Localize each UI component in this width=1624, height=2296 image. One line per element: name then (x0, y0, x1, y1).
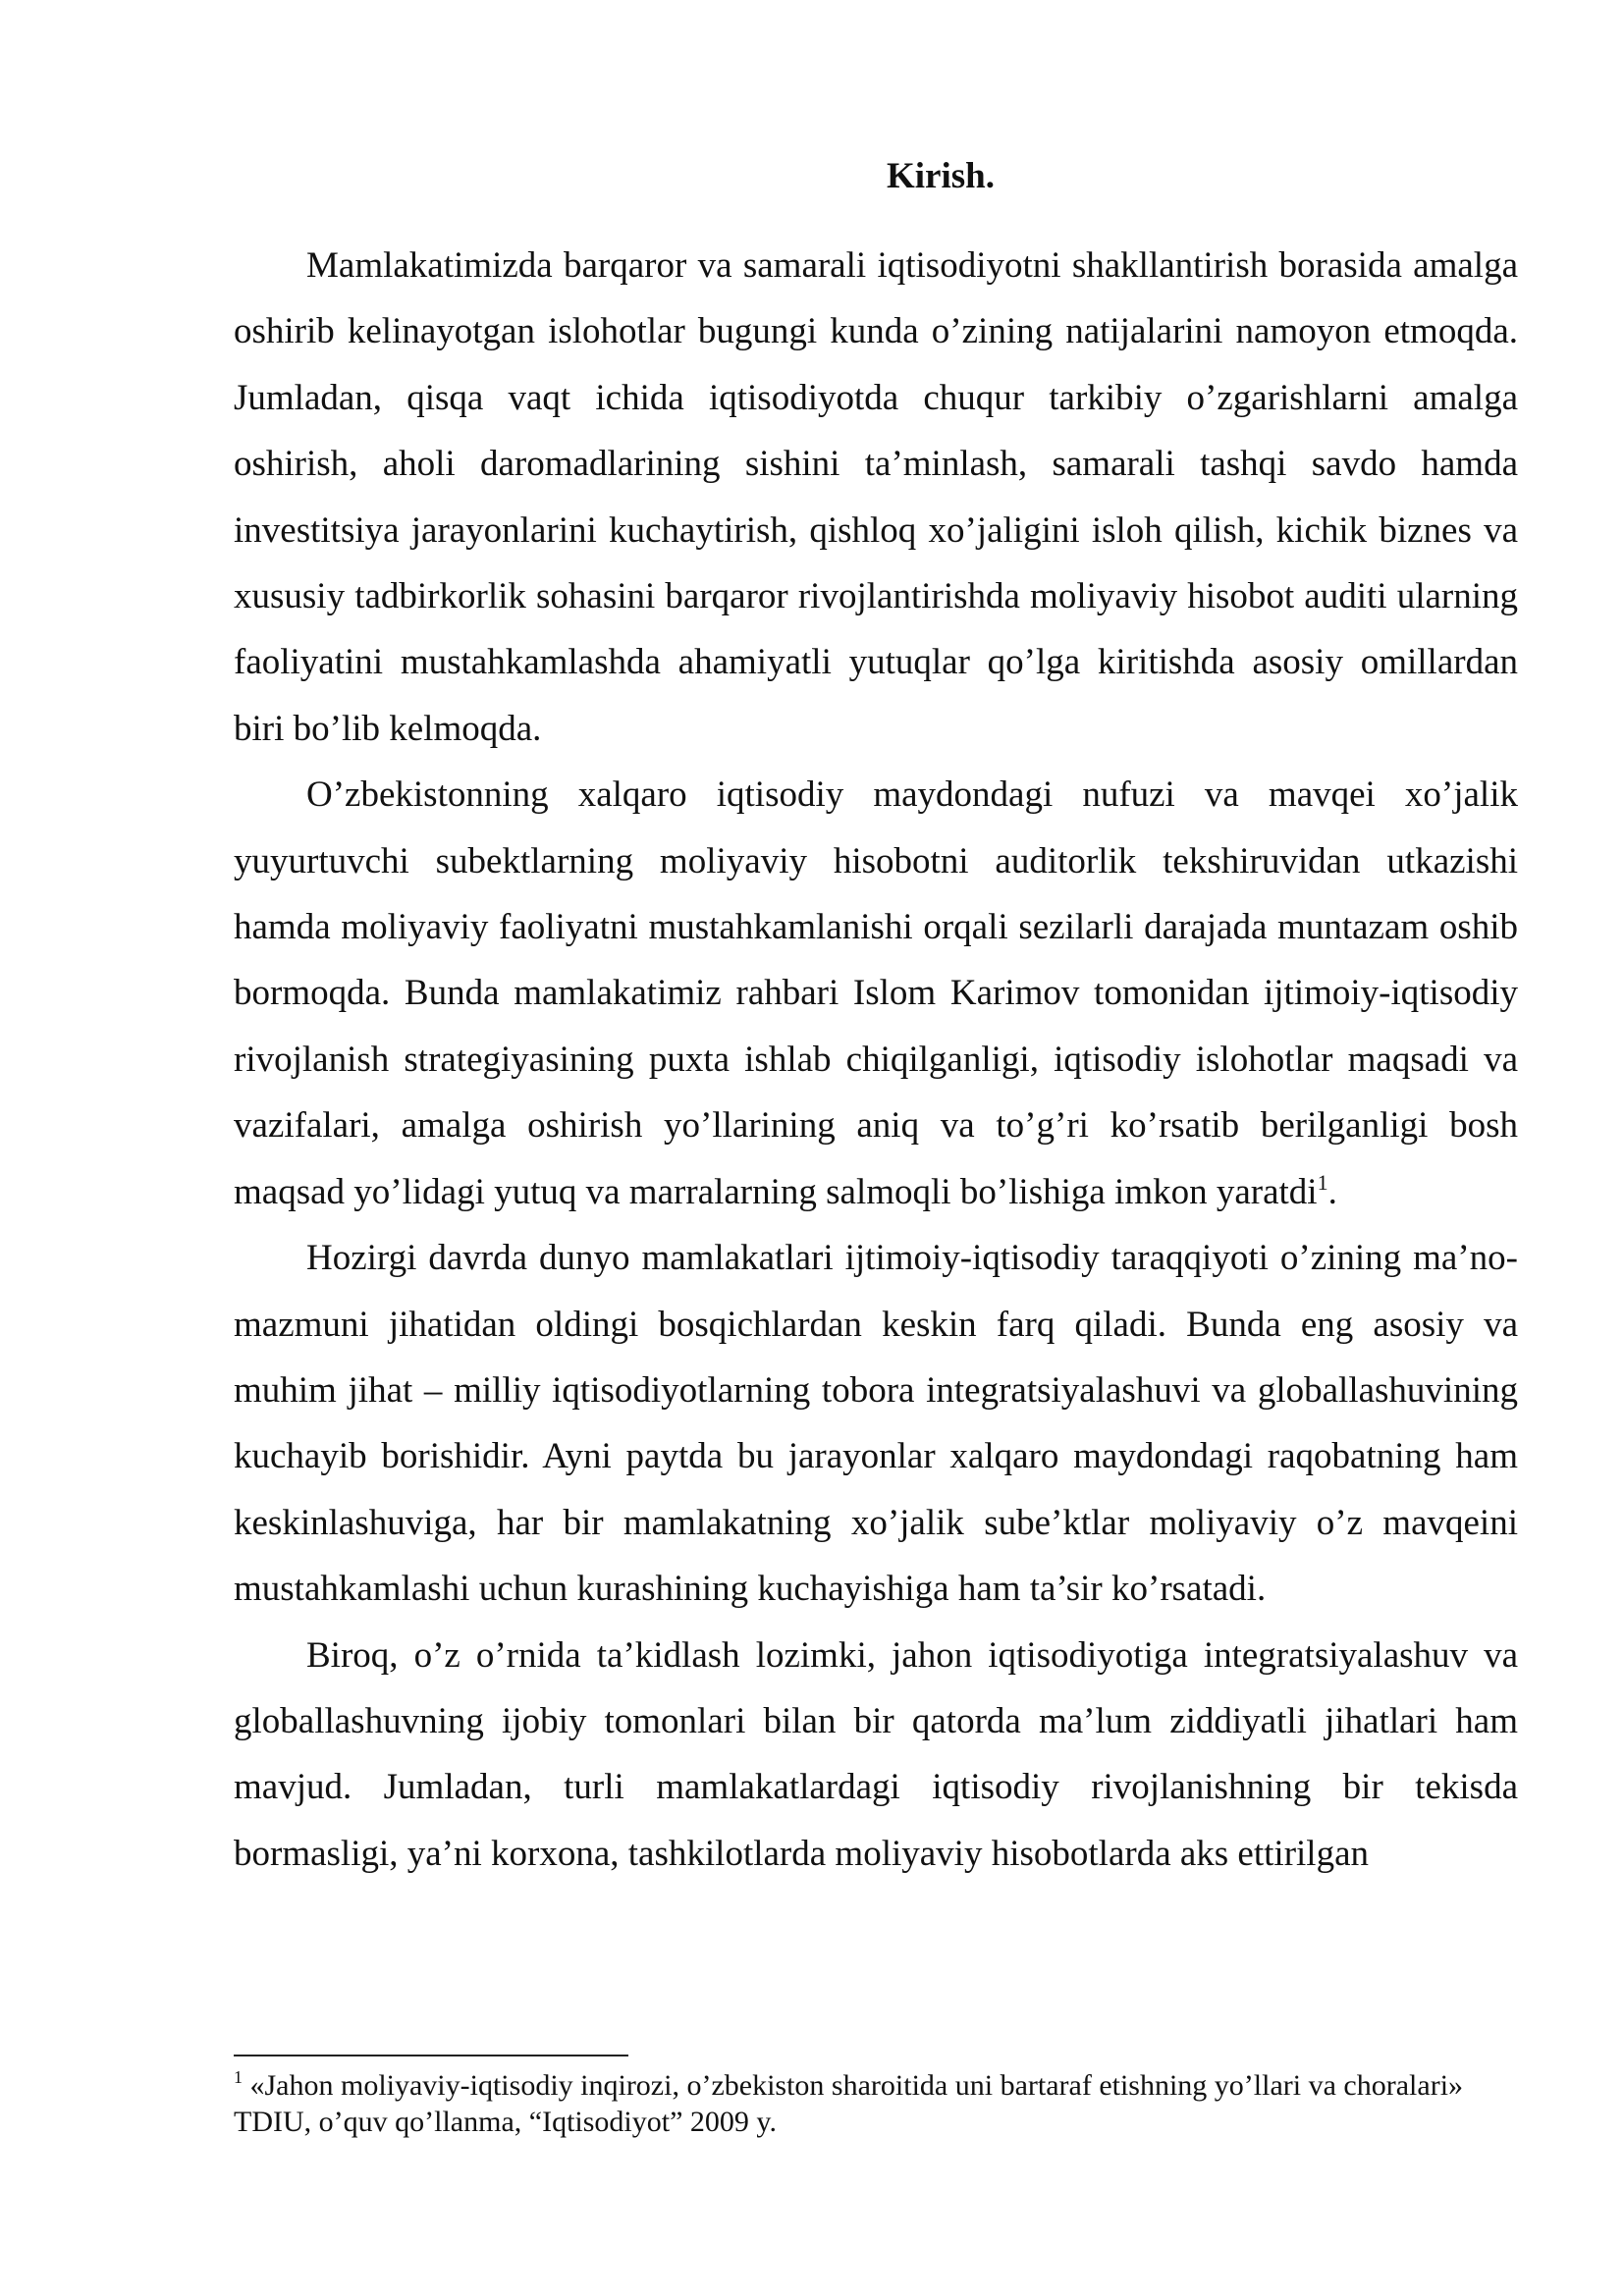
paragraph-4-text: Biroq, o’z o’rnida ta’kidlash lozimki, jahon iqtisodiyotiga integratsiyalashuv va globallashuvning ijobiy tomonlari bilan bir qatorda ma’lum ziddiyatli jihatlari ham mavjud. Jumladan, turli mamlakatlardagi iqtisodiy rivojlanishning bir tekisda bormasligi, ya’ni korxona, tashkilotlarda moliyaviy hisobotlarda aks ettirilgan (234, 1634, 1518, 1874)
paragraph-1-text: Mamlakatimizda barqaror va samarali iqtisodiyotni shakllantirish borasida amalga oshirib kelinayotgan islohotlar bugungi kunda o’zining natijalarini namoyon etmoqda. Jumladan, qisqa vaqt ichida iqtisodiyotda chuqur tarkibiy o’zgarishlarni amalga oshirish, aholi daromadlarining sishini ta’minlash, samarali tashqi savdo hamda investitsiya jarayonlarini kuchaytirish, qishloq xo’jaligini isloh qilish, kichik biznes va xususiy tadbirkorlik sohasini barqaror rivojlantirishda moliyaviy hisobot auditi ularning faoliyatini mustahkamlashda ahamiyatli yutuqlar qo’lga kiritishda asosiy omillardan biri bo’lib kelmoqda. (234, 245, 1518, 749)
footnote-mark: 1 (234, 2067, 243, 2087)
footnote-divider (234, 2055, 628, 2056)
body-text (234, 233, 1518, 1887)
paragraph-2 (234, 762, 1518, 1225)
paragraph-4 (234, 1623, 1518, 1888)
paragraph-2-end: . (1327, 1171, 1337, 1212)
footnote-text: «Jahon moliyaviy-iqtisodiy inqirozi, o’zbekiston sharoitida uni bartaraf etishning yo’llari va choralari» TDIU, o’quv qo’llanma, “Iqtisodiyot” 2009 y. (234, 2069, 1464, 2138)
paragraph-3-text: Hozirgi davrda dunyo mamlakatlari ijtimoiy-iqtisodiy taraqqiyoti o’zining ma’no-mazmuni jihatidan oldingi bosqichlardan keskin farq qiladi. Bunda eng asosiy va muhim jihat – milliy iqtisodiyotlarning tobora integratsiyalashuvi va globallashuvining kuchayib borishidir. Ayni paytda bu jarayonlar xalqaro maydondagi raqobatning ham keskinlashuviga, har bir mamlakatning xo’jalik sube’ktlar moliyaviy o’z mavqeini mustahkamlashi uchun kurashining kuchayishiga ham ta’sir ko’rsatadi. (234, 1238, 1518, 1610)
page-title: Kirish. (887, 156, 995, 196)
paragraph-3 (234, 1225, 1518, 1622)
footnote (234, 2067, 1518, 2140)
paragraph-1 (234, 233, 1518, 762)
paragraph-2-text: O’zbekistonning xalqaro iqtisodiy maydondagi nufuzi va mavqei xo’jalik yuyurtuvchi subektlarning moliyaviy hisobotni auditorlik tekshiruvidan utkazishi hamda moliyaviy faoliyatni mustahkamlanishi orqali sezilarli darajada muntazam oshib bormoqda. Bunda mamlakatimiz rahbari Islom Karimov tomonidan ijtimoiy-iqtisodiy rivojlanish strategiyasining puxta ishlab chiqilganligi, iqtisodiy islohotlar maqsadi va vazifalari, amalga oshirish yo’llarining aniq va to’g’ri ko’rsatib berilganligi bosh maqsad yo’lidagi yutuq va marralarning salmoqli bo’lishiga imkon yaratdi (234, 774, 1518, 1212)
footnote-reference[interactable]: 1 (1317, 1169, 1328, 1195)
